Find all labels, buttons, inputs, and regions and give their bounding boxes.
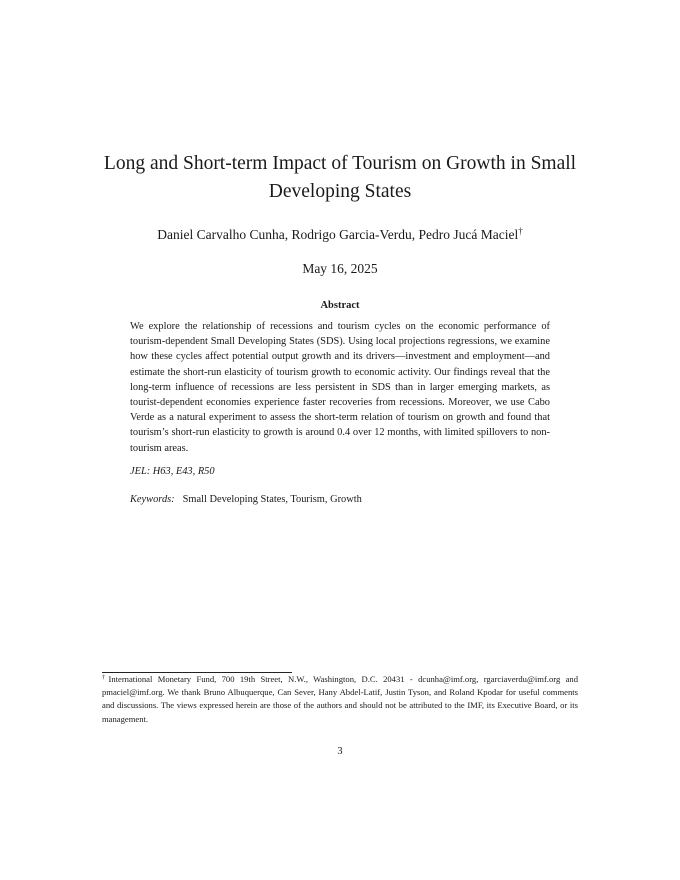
footnote-text: International Monetary Fund, 700 19th Street, N.W., Washington, D.C. 20431 - dcunha@imf.org, rgarciaverdu@imf.org and pmaciel@imf.org. We thank Bruno Albuquerque, Can Sever, Hany Abdel-Latif, Justin Tyson, and Roland Kpodar for useful comments and discussions. The views expressed herein are those of the authors and should not be attributed to the IMF, its Executive Board, or its management. [102,674,579,724]
footnote [102,673,578,726]
publication-date: May 16, 2025 [302,261,378,276]
paper-title: Long and Short-term Impact of Tourism on Growth in Small Developing States [103,153,577,202]
abstract-body: We explore the relationship of recessions and tourism cycles on the economic performance of tourism-dependent Small Developing States (SDS). Using local projections regressions, we examine how these cycles affect potential output growth and its drivers—investment and employment—and estimate the short-run elasticity of tourism growth to economic activity. Our findings reveal that the long-term influence of recessions are less persistent in SDS than in larger emerging markets, as tourist-dependent economies experience faster recoveries from recessions. Moreover, we use Cabo Verde as a natural experiment to assess the short-term relation of tourism on growth and found that tourism’s short-run elasticity to growth is around 0.4 over 12 months, with limited spillovers to non-tourism areas. [130,321,550,454]
author-list [90,226,590,244]
author-names: Daniel Carvalho Cunha, Rodrigo Garcia-Verdu, Pedro Jucá Maciel [157,227,519,242]
abstract-heading: Abstract [320,300,360,311]
keywords-value: Small Developing States, Tourism, Growth [182,494,362,505]
author-footnote-mark: † [518,226,523,236]
jel-codes: JEL: H63, E43, R50 [130,466,215,477]
keywords-line [130,493,550,507]
footnote-mark: † [102,674,109,681]
keywords-label: Keywords: [130,494,175,505]
page-number: 3 [337,746,343,757]
